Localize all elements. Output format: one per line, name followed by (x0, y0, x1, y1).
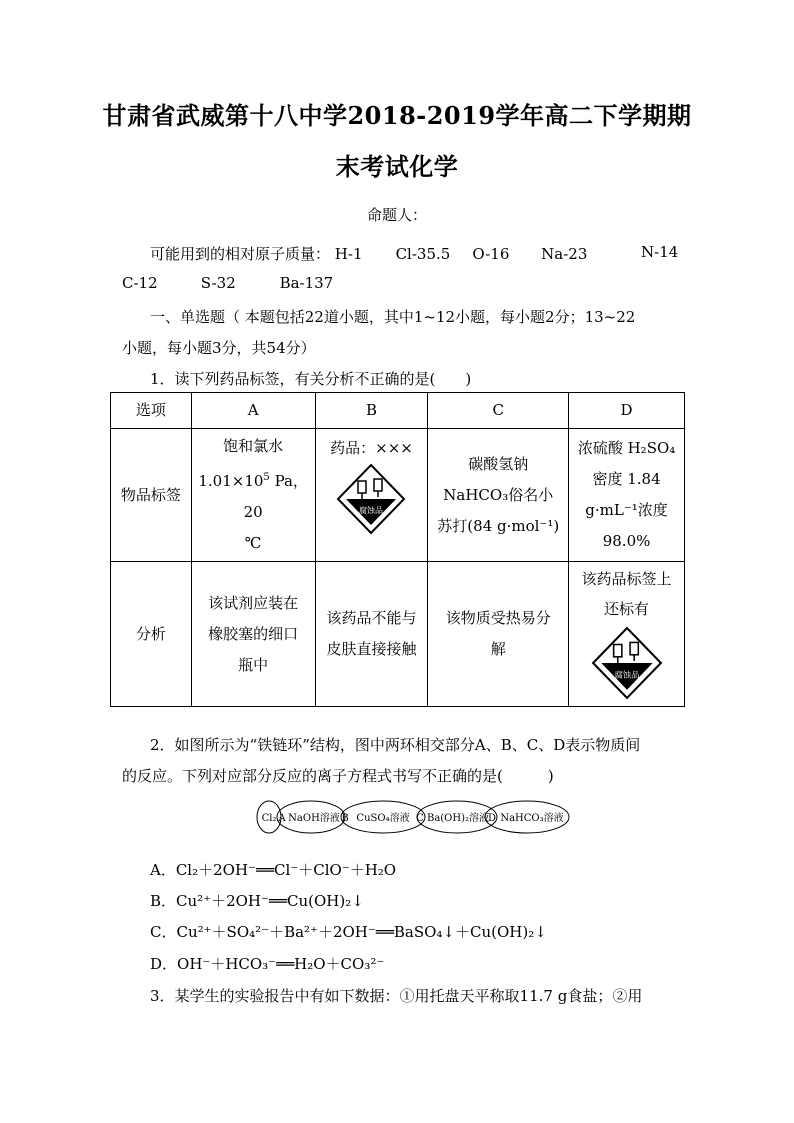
atomic-mass-label: 可能用到的相对原子质量： (150, 245, 331, 263)
d-tag-line: 浓硫酸 H₂SO₄ (577, 439, 676, 457)
cell-a-tag (191, 429, 315, 562)
chain-d-label: D (487, 813, 497, 824)
a-tag-line: ℃ (244, 534, 262, 552)
mass-h: H-1 (334, 245, 363, 263)
a-tag-line: 饱和氯水 (223, 437, 284, 455)
mass-na: Na-23 (541, 245, 588, 263)
q2-stem-line1: 2．如图所示为“铁链环”结构，图中两环相交部分A、B、C、D表示物质间 (150, 736, 641, 754)
cell-a-analysis (191, 562, 315, 707)
c-analysis-line: 该物质受热易分 (445, 609, 551, 627)
corrosive-hazard-icon (336, 463, 406, 535)
a-tag-text: 1.01×10 (198, 472, 264, 490)
c-tag-line: 碳酸氢钠 (468, 454, 529, 473)
section1-line2: 小题，每小题3分，共54分） (122, 339, 316, 357)
d-tag-line: 98.0% (602, 532, 651, 550)
d-analysis-line: 还标有 (604, 600, 650, 618)
a-analysis-line: 该试剂应装在 (208, 593, 299, 612)
c-tag-line: NaHCO₃俗名小 (443, 485, 554, 504)
cell-d-tag (569, 429, 685, 562)
cell-c-analysis (428, 562, 569, 707)
cell-b-analysis (315, 562, 428, 707)
header-cell: 选项 (111, 393, 192, 429)
chain-nahco3-label: NaHCO₃溶液 (500, 813, 564, 824)
mass-c: C-12 (122, 274, 158, 292)
atomic-mass-line1 (150, 243, 589, 264)
q3-stem-line1: 3．某学生的实验报告中有如下数据：①用托盘天平称取11.7 g食盐；②用 (150, 987, 643, 1005)
hazard-label: 腐蚀品 (614, 669, 639, 680)
b-analysis-line: 皮肤直接接触 (326, 640, 417, 658)
a-analysis-line: 瓶中 (238, 655, 269, 674)
c-tag-line: 苏打(84 g·mol⁻¹) (437, 516, 560, 535)
cell-b-tag (315, 429, 428, 562)
table-header-row (111, 393, 685, 429)
chain-b-label: B (341, 813, 349, 824)
cell-d-analysis (569, 562, 685, 707)
d-analysis-line: 该药品标签上 (581, 570, 672, 588)
header-cell: D (569, 393, 685, 429)
header-cell: A (191, 393, 315, 429)
chain-cuso4-label: CuSO₄溶液 (356, 813, 410, 824)
author-label: 命题人： (366, 206, 427, 224)
corrosive-hazard-icon (590, 626, 664, 700)
mass-o: O-16 (472, 245, 510, 263)
table-row-analysis (111, 562, 685, 707)
d-tag-line: 密度 1.84 (592, 470, 661, 488)
q1-stem: 1．读下列药品标签，有关分析不正确的是( ) (150, 370, 472, 388)
q2-stem-line2: 的反应。下列对应部分反应的离子方程式书写不正确的是( ) (122, 767, 554, 785)
hazard-label: 腐蚀品 (359, 506, 384, 515)
chain-c-label: C (416, 813, 424, 824)
section1-line1: 一、单选题（ 本题包括22道小题，其中1~12小题，每小题2分；13~22 (150, 308, 636, 326)
q1-label-table (110, 392, 685, 707)
chain-cl2-label: Cl₂ (261, 813, 277, 824)
chain-a-label: A (278, 813, 286, 824)
a-tag-text: Pa，20 (243, 472, 308, 521)
d-tag-line: g·mL⁻¹浓度 (585, 501, 668, 519)
q2-option-c: C．Cu²⁺＋SO₄²⁻＋Ba²⁺＋2OH⁻══BaSO₄↓＋Cu(OH)₂↓ (150, 923, 547, 941)
c-analysis-line: 解 (490, 640, 506, 658)
chain-baoh2-label: Ba(OH)₂溶液 (426, 813, 490, 824)
mass-ba: Ba-137 (279, 274, 334, 292)
mass-cl: Cl-35.5 (395, 245, 451, 263)
b-tag-text: 药品：××× (330, 439, 413, 457)
row-label: 物品标签 (111, 429, 192, 562)
exam-title-line1: 甘肃省武威第十八中学2018-2019学年高二下学期期 (102, 101, 692, 130)
exam-title-line2: 末考试化学 (335, 152, 459, 181)
iron-chain-diagram (255, 799, 573, 835)
q2-option-b: B．Cu²⁺＋2OH⁻══Cu(OH)₂↓ (150, 892, 364, 910)
cell-c-tag (428, 429, 569, 562)
row-label: 分析 (111, 562, 192, 707)
a-tag-line (196, 462, 311, 528)
a-tag-exp: 5 (263, 472, 270, 483)
a-analysis-line: 橡胶塞的细口 (208, 624, 299, 643)
q2-option-a: A．Cl₂＋2OH⁻══Cl⁻＋ClO⁻＋H₂O (150, 861, 397, 879)
table-row-tags (111, 429, 685, 562)
header-cell: C (428, 393, 569, 429)
b-analysis-line: 该药品不能与 (326, 609, 417, 627)
chain-naoh-label: NaOH溶液 (288, 813, 340, 824)
header-cell: B (315, 393, 428, 429)
atomic-mass-line2 (122, 274, 333, 292)
q2-option-d: D．OH⁻＋HCO₃⁻══H₂O＋CO₃²⁻ (150, 955, 385, 973)
mass-n: N-14 (641, 243, 679, 261)
mass-s: S-32 (200, 274, 236, 292)
